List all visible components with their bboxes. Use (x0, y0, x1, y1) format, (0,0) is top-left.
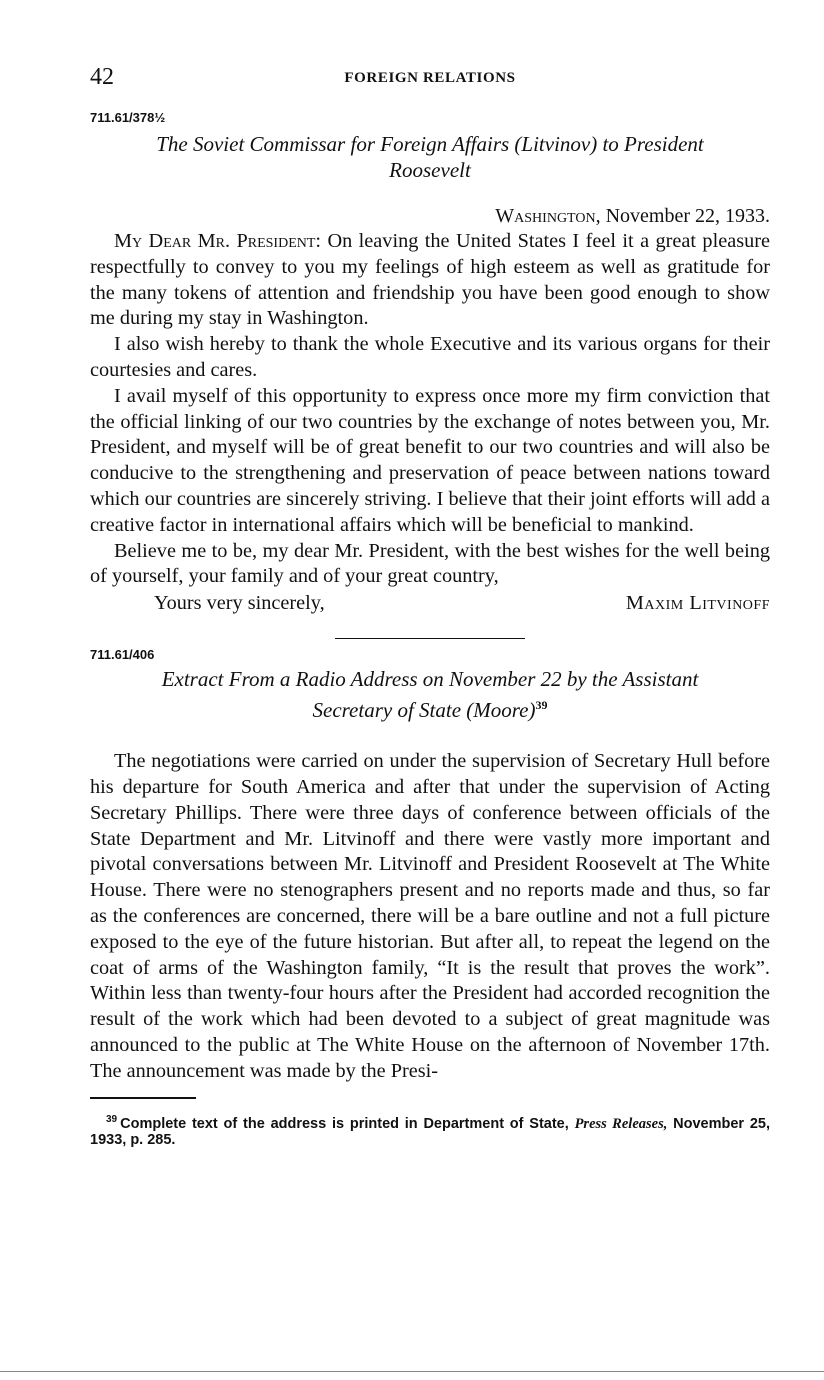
salutation: My Dear Mr. President: (114, 230, 322, 252)
section-divider (335, 638, 525, 639)
letter-paragraph (90, 229, 770, 332)
footnote-text-after: November 25, 1933, p. 285. (90, 1115, 771, 1149)
document-title (90, 666, 770, 723)
document-page (90, 60, 770, 1149)
signoff (90, 590, 770, 616)
page-bottom-edge (0, 1371, 824, 1372)
title-text: Extract From a Radio Address on November 22 by the Assistant Secretary of State (Moore) (161, 667, 699, 723)
signature: Maxim Litvinoff (625, 592, 770, 615)
document-title: The Soviet Commissar for Foreign Affairs (Litvinov) to President Roosevelt (156, 132, 704, 182)
dateline-place: Washington, (495, 205, 601, 227)
document-reference: 711.61/406 (90, 647, 155, 663)
footnote-rule (90, 1097, 196, 1099)
page-header (90, 60, 770, 96)
footnote-number: 39 (106, 1113, 118, 1125)
running-head: FOREIGN RELATIONS (344, 70, 516, 86)
letter-paragraph: I avail myself of this opportunity to express once more my firm conviction that the official linking of our two countries by the exchange of notes between you, Mr. President, and myself will be of great benefit to our two countries and will also be conducive to the strengthening and preservation of peace between nations toward which our countries are sincerely striving. I believe that their joint efforts will add a creative factor in international affairs which will be beneficial to mankind. (90, 384, 770, 536)
footnote-text: Complete text of the address is printed in Department of State, (120, 1115, 569, 1132)
address-paragraph: The negotiations were carried on under the supervision of Secretary Hull before his departure for South America and after that under the supervision of Acting Secretary Phillips. There were three days of conference between officials of the State Department and Mr. Litvinoff and there were vastly more important and pivotal conversations between Mr. Litvinoff and President Roosevelt at The White House. There were no stenographers present and no reports made and thus, so far as the conferences are concerned, there will be a bare outline and not a full picture exposed to the eye of the future historian. But after all, to repeat the legend on the coat of arms of the Washington family, “It is the result that proves the work”. Within less than twenty-four hours after the President had accorded recognition the result of the work which had been devoted to a subject of great magnitude was announced to the public at The White House on the afternoon of November 17th. The announcement was made by the Presi- (90, 750, 770, 1082)
closing: Yours very sincerely, (154, 592, 325, 615)
letter-paragraph: I also wish hereby to thank the whole Executive and its various organs for their courtesies and cares. (90, 333, 770, 381)
footnote-marker: 39 (535, 698, 548, 713)
dateline (90, 203, 770, 229)
dateline-date: November 22, 1933. (605, 205, 770, 227)
paragraph-text: On leaving the United States I feel it a great pleasure respectfully to convey to you my feelings of high esteem as well as gratitude for the many tokens of attention and friendship you have been good enough to show me during my stay in Washington. (90, 230, 770, 330)
footnote-italic: Press Releases, (574, 1115, 668, 1132)
page-number: 42 (90, 64, 114, 90)
document-reference: 711.61/378½ (90, 110, 166, 125)
footnote (90, 1111, 770, 1150)
letter-paragraph: Believe me to be, my dear Mr. President, with the best wishes for the well being of yourself, your family and of your great country, (90, 539, 770, 588)
